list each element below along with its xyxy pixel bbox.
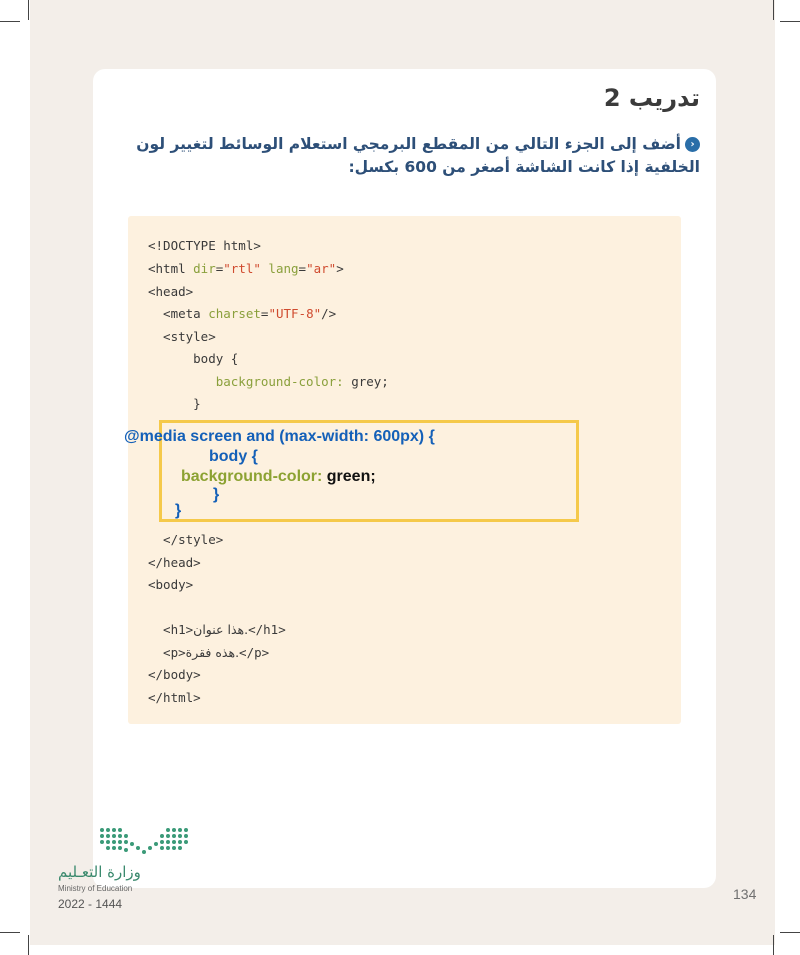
crop-mark <box>780 21 800 22</box>
code-text: grey; <box>351 374 389 389</box>
ministry-logo-icon <box>98 826 190 858</box>
code-text: <h1> <box>148 622 194 637</box>
code-text: body { <box>148 351 239 366</box>
code-line: <html dir="rtl" lang="ar"> <box>148 261 344 276</box>
instruction-text: أضف إلى الجزء التالي من المقطع البرمجي استعلام الوسائط لتغيير لون الخلفية إذا كانت الشاشة أصغر من 600 بكسل: <box>136 135 700 176</box>
code-text: <meta <box>148 306 209 321</box>
handwritten-property: background-color: <box>181 468 327 485</box>
crop-mark <box>773 0 774 20</box>
code-arabic-text: هذه فقرة. <box>185 645 240 660</box>
code-attr: lang <box>260 261 299 276</box>
exercise-title: تدريب 2 <box>603 84 700 112</box>
code-text: <!DOCTYPE html> <box>148 238 261 253</box>
code-line <box>148 622 286 637</box>
crop-mark <box>780 932 800 933</box>
edition-year: 2022 - 1444 <box>58 897 123 911</box>
code-text: <html <box>148 261 194 276</box>
code-attr: charset <box>208 306 261 321</box>
code-line: <meta charset="UTF-8"/> <box>148 306 337 321</box>
crop-mark <box>0 21 20 22</box>
code-text: /> <box>321 306 337 321</box>
chevron-bullet-icon: ‹ <box>685 137 700 152</box>
code-text: <head> <box>148 284 194 299</box>
code-text: <style> <box>148 329 216 344</box>
code-text: <body> <box>148 577 194 592</box>
code-line <box>148 645 269 660</box>
code-line <box>148 238 261 253</box>
code-text: </html> <box>148 690 201 705</box>
exercise-instruction <box>115 133 700 179</box>
crop-mark <box>28 935 29 955</box>
code-text: </p> <box>239 645 270 660</box>
code-text: } <box>148 396 201 411</box>
media-keyword: @media <box>124 428 186 445</box>
handwritten-declaration <box>181 468 376 486</box>
code-line <box>148 690 201 705</box>
code-text: > <box>336 261 344 276</box>
code-line <box>148 396 201 411</box>
crop-mark <box>773 935 774 955</box>
code-value: "ar" <box>306 261 337 276</box>
crop-mark <box>0 932 20 933</box>
code-text: </style> <box>148 532 224 547</box>
code-attr: background-color: <box>148 374 352 389</box>
code-line <box>148 374 389 389</box>
handwritten-body-open: body { <box>209 448 258 465</box>
media-query: screen and (max-width: 600px) { <box>185 428 435 445</box>
code-line <box>148 555 201 570</box>
code-value: "UTF-8" <box>268 306 322 321</box>
crop-mark <box>28 0 29 20</box>
code-line <box>148 351 238 366</box>
code-text: </h1> <box>248 622 286 637</box>
handwritten-close-outer: } <box>175 502 182 519</box>
code-line <box>148 667 201 682</box>
code-line <box>148 329 216 344</box>
code-text: <p> <box>148 645 186 660</box>
ministry-name-en: Ministry of Education <box>58 884 133 893</box>
page-number: 134 <box>733 886 757 902</box>
code-line <box>148 532 223 547</box>
code-line <box>148 577 193 592</box>
handwritten-close-inner: } <box>213 486 220 503</box>
handwritten-media-line <box>124 428 435 446</box>
code-attr: dir <box>193 261 216 276</box>
code-value: "rtl" <box>223 261 261 276</box>
code-arabic-text: هذا عنوان. <box>193 622 249 637</box>
ministry-name-ar: وزارة التعـليم <box>58 863 141 881</box>
code-line <box>148 284 193 299</box>
handwritten-value: green; <box>326 468 376 485</box>
code-text: </body> <box>148 667 201 682</box>
code-text: </head> <box>148 555 201 570</box>
